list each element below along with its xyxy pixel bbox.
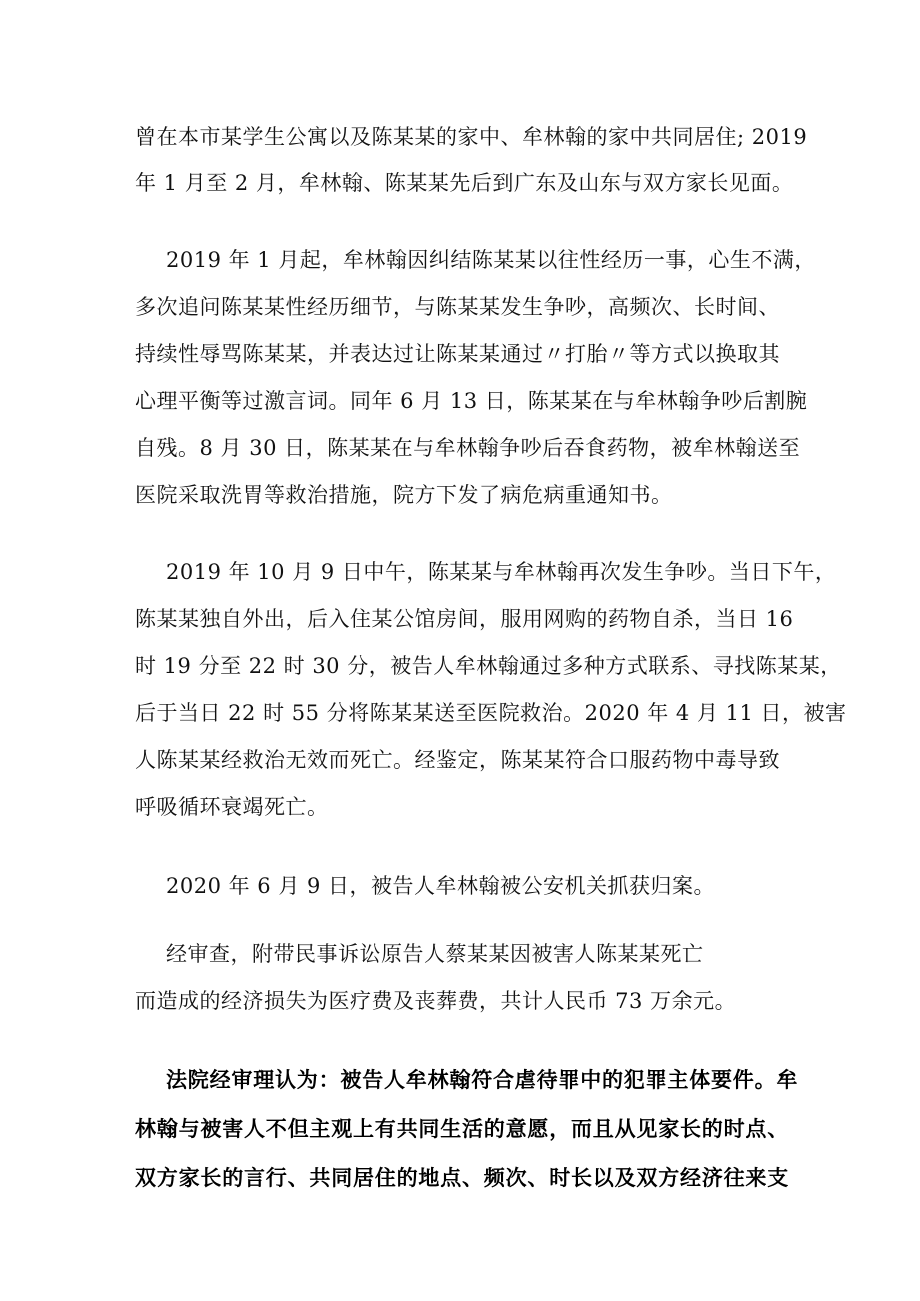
paragraph-2-line-2: 多次追问陈某某性经历细节，与陈某某发生争吵，高频次、长时间、 (135, 295, 780, 319)
paragraph-3-line-4: 后于当日 22 时 55 分将陈某某送至医院救治。2020 年 4 月 11 日，被害 (135, 701, 847, 725)
paragraph-5-line-2: 而造成的经济损失为医疗费及丧葬费，共计人民币 73 万余元。 (135, 989, 737, 1013)
paragraph-1-line-2: 年 1 月至 2 月，牟林翰、陈某某先后到广东及山东与双方家长见面。 (135, 171, 794, 195)
paragraph-3-line-2: 陈某某独自外出，后入住某公馆房间，服用网购的药物自杀，当日 16 (135, 607, 794, 631)
paragraph-3-line-1: 2019 年 10 月 9 日中午，陈某某与牟林翰再次发生争吵。当日下午， (166, 560, 837, 584)
paragraph-3-line-5: 人陈某某经救治无效而死亡。经鉴定，陈某某符合口服药物中毒导致 (135, 748, 780, 772)
paragraph-2-line-5: 自残。8 月 30 日，陈某某在与牟林翰争吵后吞食药物，被牟林翰送至 (135, 436, 801, 460)
paragraph-2-line-1: 2019 年 1 月起，牟林翰因纠结陈某某以往性经历一事，心生不满， (166, 248, 816, 272)
paragraph-3-line-3: 时 19 分至 22 时 30 分，被告人牟林翰通过多种方式联系、寻找陈某某， (135, 654, 842, 678)
paragraph-2-line-3: 持续性辱骂陈某某，并表达过让陈某某通过〃打胎〃等方式以换取其 (135, 342, 780, 366)
paragraph-1-line-1: 曾在本市某学生公寓以及陈某某的家中、牟林翰的家中共同居住; 2019 (135, 125, 808, 149)
paragraph-6-line-3: 双方家长的言行、共同居住的地点、频次、时长以及双方经济往来支 (135, 1166, 789, 1190)
paragraph-3-line-6: 呼吸循环衰竭死亡。 (135, 795, 329, 819)
paragraph-2-line-6: 医院采取洗胃等救治措施，院方下发了病危病重通知书。 (135, 483, 673, 507)
paragraph-6-line-1: 法院经审理认为：被告人牟林翰符合虐待罪中的犯罪主体要件。牟 (166, 1068, 799, 1092)
paragraph-2-line-4: 心理平衡等过激言词。同年 6 月 13 日，陈某某在与牟林翰争吵后割腕 (135, 389, 808, 413)
paragraph-4-line-1: 2020 年 6 月 9 日，被告人牟林翰被公安机关抓获归案。 (166, 874, 716, 898)
paragraph-5-line-1: 经审查，附带民事诉讼原告人蔡某某因被害人陈某某死亡 (166, 942, 704, 966)
paragraph-6-line-2: 林翰与被害人不但主观上有共同生活的意愿，而且从见家长的时点、 (135, 1117, 789, 1141)
